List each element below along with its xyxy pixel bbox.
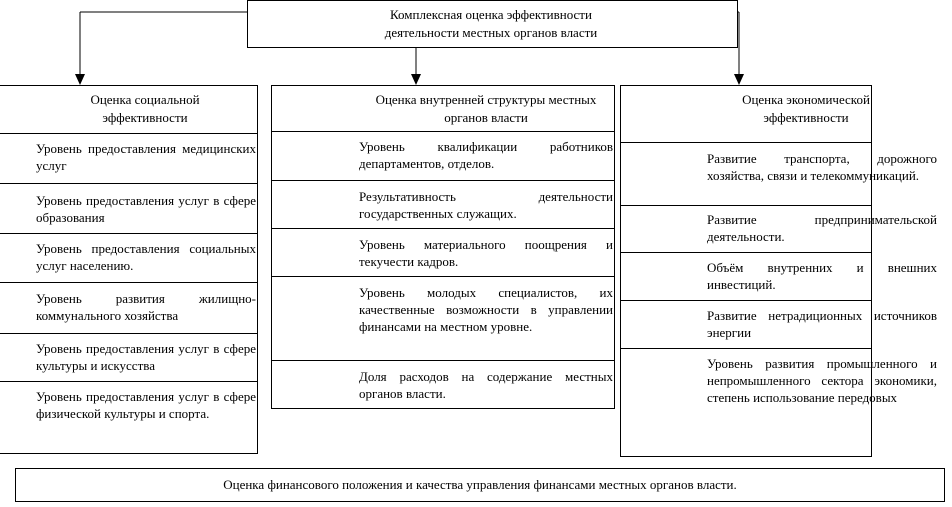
economic-item: Развитие транспорта, дорожного хозяйства, связи и телекоммуникаций. xyxy=(707,151,937,183)
economic-item: Развитие нетрадиционных источников энергии xyxy=(707,308,937,340)
economic-item: Развитие предпринимательской деятельности. xyxy=(707,212,937,244)
economic-column-title: Оценка экономической эффективности xyxy=(742,92,870,125)
arrow-down-center-icon xyxy=(411,74,421,85)
arrow-down-right-icon xyxy=(734,74,744,85)
bottom-title: Оценка финансового положения и качества управления финансами местных органов власти. xyxy=(223,477,737,492)
economic-item: Уровень развития промышленного и непромышленного сектора экономики, степень использование передовых xyxy=(707,356,937,405)
arrow-down-left-icon xyxy=(75,74,85,85)
social-item: Уровень предоставления социальных услуг населению. xyxy=(36,241,256,273)
internal-item: Уровень квалификации работников департаментов, отделов. xyxy=(359,139,613,171)
social-column-title: Оценка социальной эффективности xyxy=(90,92,200,125)
social-item: Уровень предоставления услуг в сфере образования xyxy=(36,193,256,225)
social-item: Уровень предоставления услуг в сфере физической культуры и спорта. xyxy=(36,389,256,421)
social-item: Уровень предоставления услуг в сфере культуры и искусства xyxy=(36,341,256,373)
internal-item: Уровень молодых специалистов, их качественные возможности в управлении финансами на местном уровне. xyxy=(359,285,613,334)
internal-structure-column-title: Оценка внутренней структуры местных органов власти xyxy=(375,92,597,125)
social-item: Уровень развития жилищно-коммунального хозяйства xyxy=(36,291,256,323)
internal-item: Уровень материального поощрения и текучести кадров. xyxy=(359,237,613,269)
economic-item: Объём внутренних и внешних инвестиций. xyxy=(707,260,937,292)
internal-item: Доля расходов на содержание местных органов власти. xyxy=(359,369,613,401)
top-title: Комплексная оценка эффективности деятельности местных органов власти xyxy=(384,7,598,40)
internal-item: Результативность деятельности государственных служащих. xyxy=(359,189,613,221)
social-item: Уровень предоставления медицинских услуг xyxy=(36,141,256,173)
